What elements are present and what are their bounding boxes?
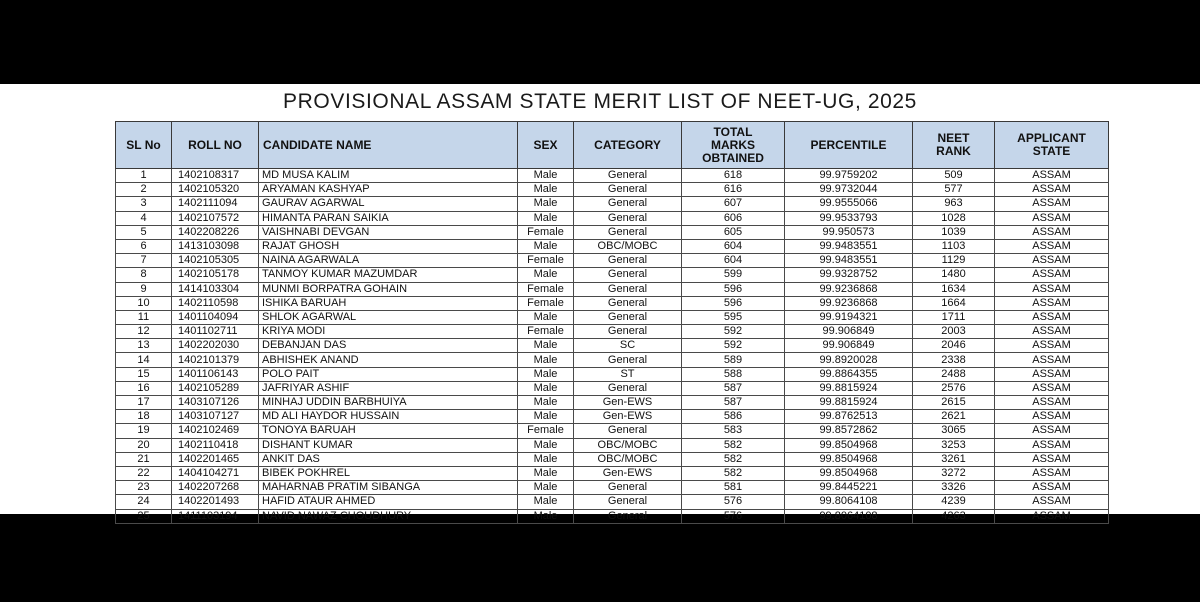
sl-no-cell: 17	[116, 396, 172, 410]
percentile-cell: 99.8445221	[785, 481, 913, 495]
candidate-name-cell: RAJAT GHOSH	[259, 239, 518, 253]
neet-rank-cell: 4239	[913, 495, 995, 509]
roll-no-cell: 1402107572	[172, 211, 259, 225]
neet-rank-cell: 4263	[913, 509, 995, 523]
category-cell: General	[574, 296, 682, 310]
percentile-cell: 99.9236868	[785, 282, 913, 296]
roll-no-cell: 1404104271	[172, 466, 259, 480]
roll-no-cell: 1402110418	[172, 438, 259, 452]
percentile-cell: 99.8504968	[785, 466, 913, 480]
roll-no-cell: 1402108317	[172, 169, 259, 183]
neet-rank-cell: 1039	[913, 225, 995, 239]
total-marks-cell: 605	[682, 225, 785, 239]
category-cell: Gen-EWS	[574, 466, 682, 480]
table-row	[116, 495, 1109, 509]
total-marks-cell: 616	[682, 183, 785, 197]
applicant-state-cell: ASSAM	[995, 225, 1109, 239]
sex-cell: Male	[518, 197, 574, 211]
applicant-state-cell: ASSAM	[995, 509, 1109, 523]
sl-no-cell: 6	[116, 239, 172, 253]
sl-no-cell: 18	[116, 410, 172, 424]
category-cell: General	[574, 282, 682, 296]
applicant-state-cell: ASSAM	[995, 197, 1109, 211]
neet-rank-cell: 577	[913, 183, 995, 197]
category-cell: OBC/MOBC	[574, 452, 682, 466]
table-row	[116, 197, 1109, 211]
sl-no-cell: 11	[116, 310, 172, 324]
sex-cell: Male	[518, 452, 574, 466]
sl-no-cell: 16	[116, 381, 172, 395]
candidate-name-cell: DEBANJAN DAS	[259, 339, 518, 353]
category-cell: General	[574, 353, 682, 367]
sex-cell: Male	[518, 211, 574, 225]
table-row	[116, 254, 1109, 268]
applicant-state-cell: ASSAM	[995, 452, 1109, 466]
table-row	[116, 325, 1109, 339]
percentile-cell: 99.8815924	[785, 381, 913, 395]
category-cell: General	[574, 183, 682, 197]
table-row	[116, 339, 1109, 353]
merit-list-table	[115, 121, 1109, 524]
percentile-cell: 99.8572862	[785, 424, 913, 438]
neet-rank-cell: 1028	[913, 211, 995, 225]
table-row	[116, 169, 1109, 183]
header-applicant-state	[995, 122, 1109, 169]
total-marks-cell: 618	[682, 169, 785, 183]
sl-no-cell: 1	[116, 169, 172, 183]
neet-rank-cell: 2488	[913, 367, 995, 381]
sl-no-cell: 22	[116, 466, 172, 480]
applicant-state-cell: ASSAM	[995, 466, 1109, 480]
neet-rank-cell: 1664	[913, 296, 995, 310]
table-row	[116, 381, 1109, 395]
neet-rank-cell: 963	[913, 197, 995, 211]
category-cell: General	[574, 197, 682, 211]
table-row	[116, 183, 1109, 197]
sl-no-cell: 24	[116, 495, 172, 509]
candidate-name-cell: MD ALI HAYDOR HUSSAIN	[259, 410, 518, 424]
total-marks-cell: 589	[682, 353, 785, 367]
sl-no-cell: 23	[116, 481, 172, 495]
total-marks-cell: 587	[682, 396, 785, 410]
neet-rank-cell: 1634	[913, 282, 995, 296]
percentile-cell: 99.8762513	[785, 410, 913, 424]
roll-no-cell: 1403107126	[172, 396, 259, 410]
table-row	[116, 367, 1109, 381]
candidate-name-cell: MAHARNAB PRATIM SIBANGA	[259, 481, 518, 495]
table-row	[116, 466, 1109, 480]
percentile-cell: 99.8920028	[785, 353, 913, 367]
neet-rank-cell: 3065	[913, 424, 995, 438]
total-marks-cell: 576	[682, 495, 785, 509]
candidate-name-cell: GAURAV AGARWAL	[259, 197, 518, 211]
candidate-name-cell: NAVID NAWAZ CHOUDHURY	[259, 509, 518, 523]
sex-cell: Female	[518, 225, 574, 239]
applicant-state-cell: ASSAM	[995, 481, 1109, 495]
percentile-cell: 99.906849	[785, 325, 913, 339]
table-row	[116, 296, 1109, 310]
total-marks-cell: 582	[682, 466, 785, 480]
applicant-state-cell: ASSAM	[995, 310, 1109, 324]
candidate-name-cell: MINHAJ UDDIN BARBHUIYA	[259, 396, 518, 410]
candidate-name-cell: ARYAMAN KASHYAP	[259, 183, 518, 197]
category-cell: General	[574, 509, 682, 523]
sl-no-cell: 12	[116, 325, 172, 339]
roll-no-cell: 1411103194	[172, 509, 259, 523]
sex-cell: Male	[518, 396, 574, 410]
header-sl-no: SL No	[116, 122, 172, 169]
candidate-name-cell: SHLOK AGARWAL	[259, 310, 518, 324]
applicant-state-cell: ASSAM	[995, 239, 1109, 253]
applicant-state-cell: ASSAM	[995, 169, 1109, 183]
table-row	[116, 509, 1109, 523]
percentile-cell: 99.8815924	[785, 396, 913, 410]
percentile-cell: 99.9555066	[785, 197, 913, 211]
sex-cell: Male	[518, 268, 574, 282]
applicant-state-cell: ASSAM	[995, 211, 1109, 225]
neet-rank-cell: 1103	[913, 239, 995, 253]
table-row	[116, 225, 1109, 239]
roll-no-cell: 1402208226	[172, 225, 259, 239]
applicant-state-cell: ASSAM	[995, 381, 1109, 395]
neet-rank-cell: 2046	[913, 339, 995, 353]
merit-list-body	[116, 169, 1109, 524]
percentile-cell: 99.8064108	[785, 495, 913, 509]
sex-cell: Female	[518, 296, 574, 310]
neet-rank-cell: 2003	[913, 325, 995, 339]
header-neet-rank-line1: NEET	[937, 131, 970, 145]
total-marks-cell: 592	[682, 339, 785, 353]
candidate-name-cell: ABHISHEK ANAND	[259, 353, 518, 367]
category-cell: General	[574, 424, 682, 438]
total-marks-cell: 607	[682, 197, 785, 211]
category-cell: General	[574, 495, 682, 509]
table-row	[116, 282, 1109, 296]
percentile-cell: 99.8864355	[785, 367, 913, 381]
candidate-name-cell: POLO PAIT	[259, 367, 518, 381]
sex-cell: Male	[518, 183, 574, 197]
header-neet-rank-line2: RANK	[936, 144, 971, 158]
sex-cell: Female	[518, 282, 574, 296]
roll-no-cell: 1401102711	[172, 325, 259, 339]
sl-no-cell: 9	[116, 282, 172, 296]
table-row	[116, 452, 1109, 466]
sl-no-cell: 14	[116, 353, 172, 367]
percentile-cell: 99.906849	[785, 339, 913, 353]
neet-rank-cell: 2621	[913, 410, 995, 424]
neet-rank-cell: 3326	[913, 481, 995, 495]
sex-cell: Male	[518, 509, 574, 523]
roll-no-cell: 1402101379	[172, 353, 259, 367]
neet-rank-cell: 1711	[913, 310, 995, 324]
percentile-cell: 99.8504968	[785, 452, 913, 466]
page-title: PROVISIONAL ASSAM STATE MERIT LIST OF NEET-UG, 2025	[283, 90, 917, 113]
table-row	[116, 410, 1109, 424]
sl-no-cell: 15	[116, 367, 172, 381]
roll-no-cell: 1403107127	[172, 410, 259, 424]
roll-no-cell: 1402111094	[172, 197, 259, 211]
category-cell: OBC/MOBC	[574, 239, 682, 253]
neet-rank-cell: 3272	[913, 466, 995, 480]
candidate-name-cell: TONOYA BARUAH	[259, 424, 518, 438]
table-row	[116, 211, 1109, 225]
candidate-name-cell: JAFRIYAR ASHIF	[259, 381, 518, 395]
total-marks-cell: 576	[682, 509, 785, 523]
percentile-cell: 99.9236868	[785, 296, 913, 310]
total-marks-cell: 596	[682, 282, 785, 296]
document-page	[0, 84, 1200, 522]
header-total-marks-line2: MARKS	[711, 137, 755, 152]
sex-cell: Male	[518, 353, 574, 367]
applicant-state-cell: ASSAM	[995, 325, 1109, 339]
percentile-cell: 99.950573	[785, 225, 913, 239]
category-cell: General	[574, 481, 682, 495]
total-marks-cell: 604	[682, 254, 785, 268]
percentile-cell: 99.9533793	[785, 211, 913, 225]
sex-cell: Male	[518, 466, 574, 480]
percentile-cell: 99.9328752	[785, 268, 913, 282]
category-cell: General	[574, 310, 682, 324]
roll-no-cell: 1401104094	[172, 310, 259, 324]
table-row	[116, 268, 1109, 282]
sex-cell: Female	[518, 325, 574, 339]
roll-no-cell: 1402201465	[172, 452, 259, 466]
category-cell: General	[574, 169, 682, 183]
percentile-cell: 99.9483551	[785, 254, 913, 268]
applicant-state-cell: ASSAM	[995, 438, 1109, 452]
total-marks-cell: 595	[682, 310, 785, 324]
sl-no-cell: 7	[116, 254, 172, 268]
total-marks-cell: 586	[682, 410, 785, 424]
sl-no-cell: 4	[116, 211, 172, 225]
sex-cell: Male	[518, 239, 574, 253]
table-row	[116, 438, 1109, 452]
sl-no-cell: 3	[116, 197, 172, 211]
sex-cell: Male	[518, 367, 574, 381]
category-cell: General	[574, 211, 682, 225]
neet-rank-cell: 3261	[913, 452, 995, 466]
total-marks-cell: 606	[682, 211, 785, 225]
roll-no-cell: 1414103304	[172, 282, 259, 296]
category-cell: General	[574, 381, 682, 395]
header-sex: SEX	[518, 122, 574, 169]
total-marks-cell: 582	[682, 452, 785, 466]
category-cell: SC	[574, 339, 682, 353]
category-cell: General	[574, 268, 682, 282]
sl-no-cell: 25	[116, 509, 172, 523]
roll-no-cell: 1402105320	[172, 183, 259, 197]
sl-no-cell: 8	[116, 268, 172, 282]
applicant-state-cell: ASSAM	[995, 410, 1109, 424]
category-cell: General	[574, 254, 682, 268]
table-row	[116, 481, 1109, 495]
neet-rank-cell: 2615	[913, 396, 995, 410]
percentile-cell: 99.9759202	[785, 169, 913, 183]
applicant-state-cell: ASSAM	[995, 396, 1109, 410]
neet-rank-cell: 2338	[913, 353, 995, 367]
category-cell: Gen-EWS	[574, 410, 682, 424]
sex-cell: Male	[518, 310, 574, 324]
header-candidate-name: CANDIDATE NAME	[259, 122, 518, 169]
candidate-name-cell: HIMANTA PARAN SAIKIA	[259, 211, 518, 225]
percentile-cell: 99.8504968	[785, 438, 913, 452]
roll-no-cell: 1402102469	[172, 424, 259, 438]
neet-rank-cell: 2576	[913, 381, 995, 395]
percentile-cell: 99.8064108	[785, 509, 913, 523]
candidate-name-cell: HAFID ATAUR AHMED	[259, 495, 518, 509]
sl-no-cell: 13	[116, 339, 172, 353]
applicant-state-cell: ASSAM	[995, 268, 1109, 282]
applicant-state-cell: ASSAM	[995, 353, 1109, 367]
total-marks-cell: 583	[682, 424, 785, 438]
neet-rank-cell: 509	[913, 169, 995, 183]
applicant-state-cell: ASSAM	[995, 183, 1109, 197]
table-row	[116, 239, 1109, 253]
table-row	[116, 396, 1109, 410]
table-header-row	[116, 122, 1109, 169]
table-row	[116, 353, 1109, 367]
candidate-name-cell: ISHIKA BARUAH	[259, 296, 518, 310]
neet-rank-cell: 1129	[913, 254, 995, 268]
sl-no-cell: 10	[116, 296, 172, 310]
table-row	[116, 310, 1109, 324]
table-row	[116, 424, 1109, 438]
applicant-state-cell: ASSAM	[995, 339, 1109, 353]
candidate-name-cell: KRIYA MODI	[259, 325, 518, 339]
roll-no-cell: 1401106143	[172, 367, 259, 381]
header-applicant-state-line2: STATE	[1032, 144, 1071, 158]
candidate-name-cell: BIBEK POKHREL	[259, 466, 518, 480]
sex-cell: Male	[518, 410, 574, 424]
candidate-name-cell: VAISHNABI DEVGAN	[259, 225, 518, 239]
total-marks-cell: 587	[682, 381, 785, 395]
total-marks-cell: 588	[682, 367, 785, 381]
candidate-name-cell: ANKIT DAS	[259, 452, 518, 466]
percentile-cell: 99.9732044	[785, 183, 913, 197]
roll-no-cell: 1402201493	[172, 495, 259, 509]
category-cell: General	[574, 225, 682, 239]
total-marks-cell: 581	[682, 481, 785, 495]
percentile-cell: 99.9194321	[785, 310, 913, 324]
total-marks-cell: 596	[682, 296, 785, 310]
total-marks-cell: 599	[682, 268, 785, 282]
sex-cell: Male	[518, 381, 574, 395]
roll-no-cell: 1402105305	[172, 254, 259, 268]
sex-cell: Male	[518, 169, 574, 183]
roll-no-cell: 1402202030	[172, 339, 259, 353]
category-cell: General	[574, 325, 682, 339]
sex-cell: Male	[518, 339, 574, 353]
sl-no-cell: 19	[116, 424, 172, 438]
neet-rank-cell: 1480	[913, 268, 995, 282]
roll-no-cell: 1402110598	[172, 296, 259, 310]
roll-no-cell: 1402105289	[172, 381, 259, 395]
header-neet-rank	[913, 122, 995, 169]
category-cell: ST	[574, 367, 682, 381]
total-marks-cell: 604	[682, 239, 785, 253]
applicant-state-cell: ASSAM	[995, 296, 1109, 310]
percentile-cell: 99.9483551	[785, 239, 913, 253]
applicant-state-cell: ASSAM	[995, 282, 1109, 296]
sl-no-cell: 21	[116, 452, 172, 466]
header-percentile: PERCENTILE	[785, 122, 913, 169]
total-marks-cell: 582	[682, 438, 785, 452]
applicant-state-cell: ASSAM	[995, 367, 1109, 381]
candidate-name-cell: TANMOY KUMAR MAZUMDAR	[259, 268, 518, 282]
header-total-marks-line1: TOTAL	[713, 124, 753, 139]
neet-rank-cell: 3253	[913, 438, 995, 452]
candidate-name-cell: DISHANT KUMAR	[259, 438, 518, 452]
roll-no-cell: 1402207268	[172, 481, 259, 495]
sex-cell: Female	[518, 254, 574, 268]
sex-cell: Male	[518, 495, 574, 509]
sex-cell: Male	[518, 438, 574, 452]
header-applicant-state-line1: APPLICANT	[1017, 131, 1086, 145]
category-cell: OBC/MOBC	[574, 438, 682, 452]
header-category: CATEGORY	[574, 122, 682, 169]
header-roll-no: ROLL NO	[172, 122, 259, 169]
applicant-state-cell: ASSAM	[995, 254, 1109, 268]
total-marks-cell: 592	[682, 325, 785, 339]
applicant-state-cell: ASSAM	[995, 424, 1109, 438]
roll-no-cell: 1413103098	[172, 239, 259, 253]
sl-no-cell: 5	[116, 225, 172, 239]
sl-no-cell: 2	[116, 183, 172, 197]
candidate-name-cell: NAINA AGARWALA	[259, 254, 518, 268]
sex-cell: Female	[518, 424, 574, 438]
applicant-state-cell: ASSAM	[995, 495, 1109, 509]
candidate-name-cell: MUNMI BORPATRA GOHAIN	[259, 282, 518, 296]
sl-no-cell: 20	[116, 438, 172, 452]
header-total-marks	[682, 122, 785, 169]
candidate-name-cell: MD MUSA KALIM	[259, 169, 518, 183]
category-cell: Gen-EWS	[574, 396, 682, 410]
sex-cell: Male	[518, 481, 574, 495]
header-total-marks-line3: OBTAINED	[702, 150, 764, 165]
roll-no-cell: 1402105178	[172, 268, 259, 282]
